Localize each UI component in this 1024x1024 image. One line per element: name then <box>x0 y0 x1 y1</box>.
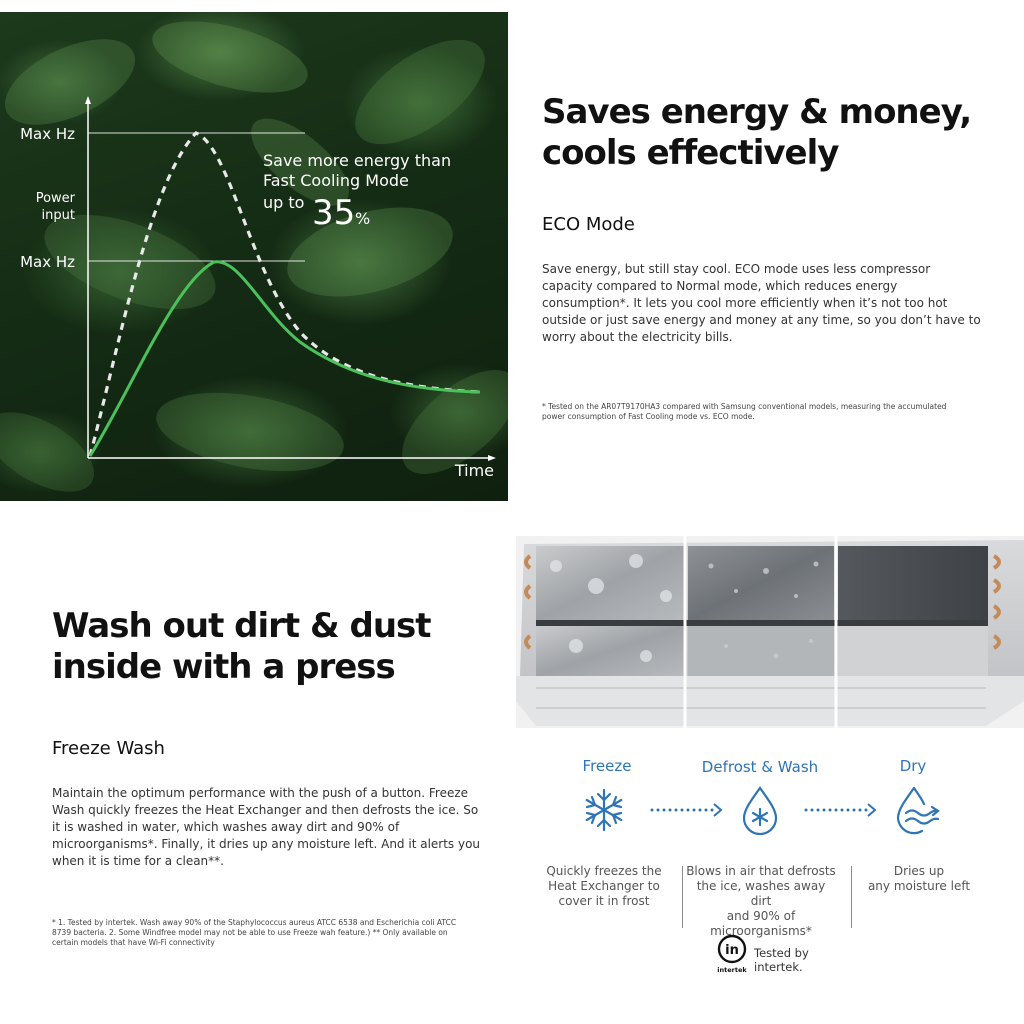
step-dry-desc-line2: any moisture left <box>867 879 971 893</box>
wash-title-line2: inside with a press <box>52 647 395 687</box>
wash-description: Maintain the optimum performance with the push of a button. Freeze Wash quickly freezes the Heat Exchanger and then defrosts the ice. So it is washed in water, which washes away dirt and 90% of microorganisms*. Finally, it dries up any moisture left. And it alerts you when it is time for a clean**. <box>52 786 481 868</box>
eco-footnote: * Tested on the AR07T9170HA3 compared with Samsung conventional models, measuring the accumulated power consumption of Fast Cooling mode vs. ECO mode. <box>542 402 947 421</box>
power-input-label-line1: Power <box>35 191 75 206</box>
eco-title-line2: cools effectively <box>542 133 839 173</box>
heat-exchanger-illustration <box>516 536 1024 728</box>
heat-exchanger-image <box>516 536 1024 728</box>
wash-footnote: * 1. Tested by intertek. Wash away 90% of the Staphylococcus aureus ATCC 6538 and Escherichia coli ATCC 8739 bacteria. 2. Some Windfree model may not be able to use Freeze wah feature.) ** Only available on certain models that have Wi-Fi connectivity <box>52 918 457 947</box>
power-input-label-line2: input <box>41 208 75 223</box>
eco-mode-section <box>542 92 982 422</box>
callout-line1: Save more energy than <box>263 151 452 170</box>
step-freeze-title: Freeze <box>582 757 632 775</box>
step-wash-desc-line4: microorganisms* <box>710 924 812 938</box>
intertek-caption-line2: intertek. <box>754 960 803 974</box>
dry-wind-icon <box>898 788 938 833</box>
step-dry-desc-line1: Dries up <box>893 864 945 878</box>
water-drop-icon <box>744 788 776 834</box>
wash-title <box>52 606 482 688</box>
step-freeze-desc-line3: cover it in frost <box>558 894 650 908</box>
process-icons <box>560 780 980 840</box>
step-dry-title: Dry <box>899 757 927 775</box>
step-dry-description <box>862 864 976 894</box>
step-defrost-wash-description <box>686 864 836 939</box>
intertek-caption <box>754 946 809 974</box>
leaf-background <box>0 12 508 501</box>
arrow-wash-to-dry-icon <box>805 804 876 816</box>
step-defrost-wash-title: Defrost & Wash <box>701 758 819 776</box>
eco-title <box>542 92 982 174</box>
intertek-logo <box>716 933 750 975</box>
step-wash-desc-line3: and 90% of <box>726 909 796 923</box>
callout-unit: % <box>355 209 371 228</box>
arrow-freeze-to-wash-icon <box>651 804 722 816</box>
eco-description: Save energy, but still stay cool. ECO mode uses less compressor capacity compared to Normal mode, which reduces energy consumption*. It lets you cool more efficiently when it’s not too hot outside or just save energy and money at any time, so you don’t have to worry about the electricity bills. <box>542 262 981 344</box>
intertek-caption-line1: Tested by <box>754 946 809 960</box>
snowflake-icon <box>587 790 622 830</box>
freeze-wash-section <box>52 606 482 948</box>
time-axis-label: Time <box>454 461 494 480</box>
callout-prefix: up to <box>263 193 305 212</box>
svg-text:in: in <box>725 943 739 958</box>
step-wash-desc-line1: Blows in air that defrosts <box>686 864 836 878</box>
step-freeze-description <box>540 864 668 909</box>
callout-value: 35 <box>312 193 356 233</box>
step-divider-1 <box>682 866 683 928</box>
callout-line2: Fast Cooling Mode <box>263 171 409 190</box>
step-freeze-desc-line1: Quickly freezes the <box>546 864 662 878</box>
wash-subtitle: Freeze Wash <box>52 738 165 759</box>
wash-title-line1: Wash out dirt & dust <box>52 606 431 646</box>
eco-title-line1: Saves energy & money, <box>542 92 972 132</box>
step-divider-2 <box>851 866 852 928</box>
energy-chart-panel <box>0 12 508 501</box>
max-hz-label-top: Max Hz <box>20 125 75 143</box>
step-freeze-desc-line2: Heat Exchanger to <box>548 879 660 893</box>
energy-chart <box>0 12 508 501</box>
step-wash-desc-line2: the ice, washes away dirt <box>696 879 826 908</box>
max-hz-label-bottom: Max Hz <box>20 253 75 271</box>
intertek-logo-text: intertek <box>717 966 747 974</box>
eco-subtitle: ECO Mode <box>542 214 635 235</box>
